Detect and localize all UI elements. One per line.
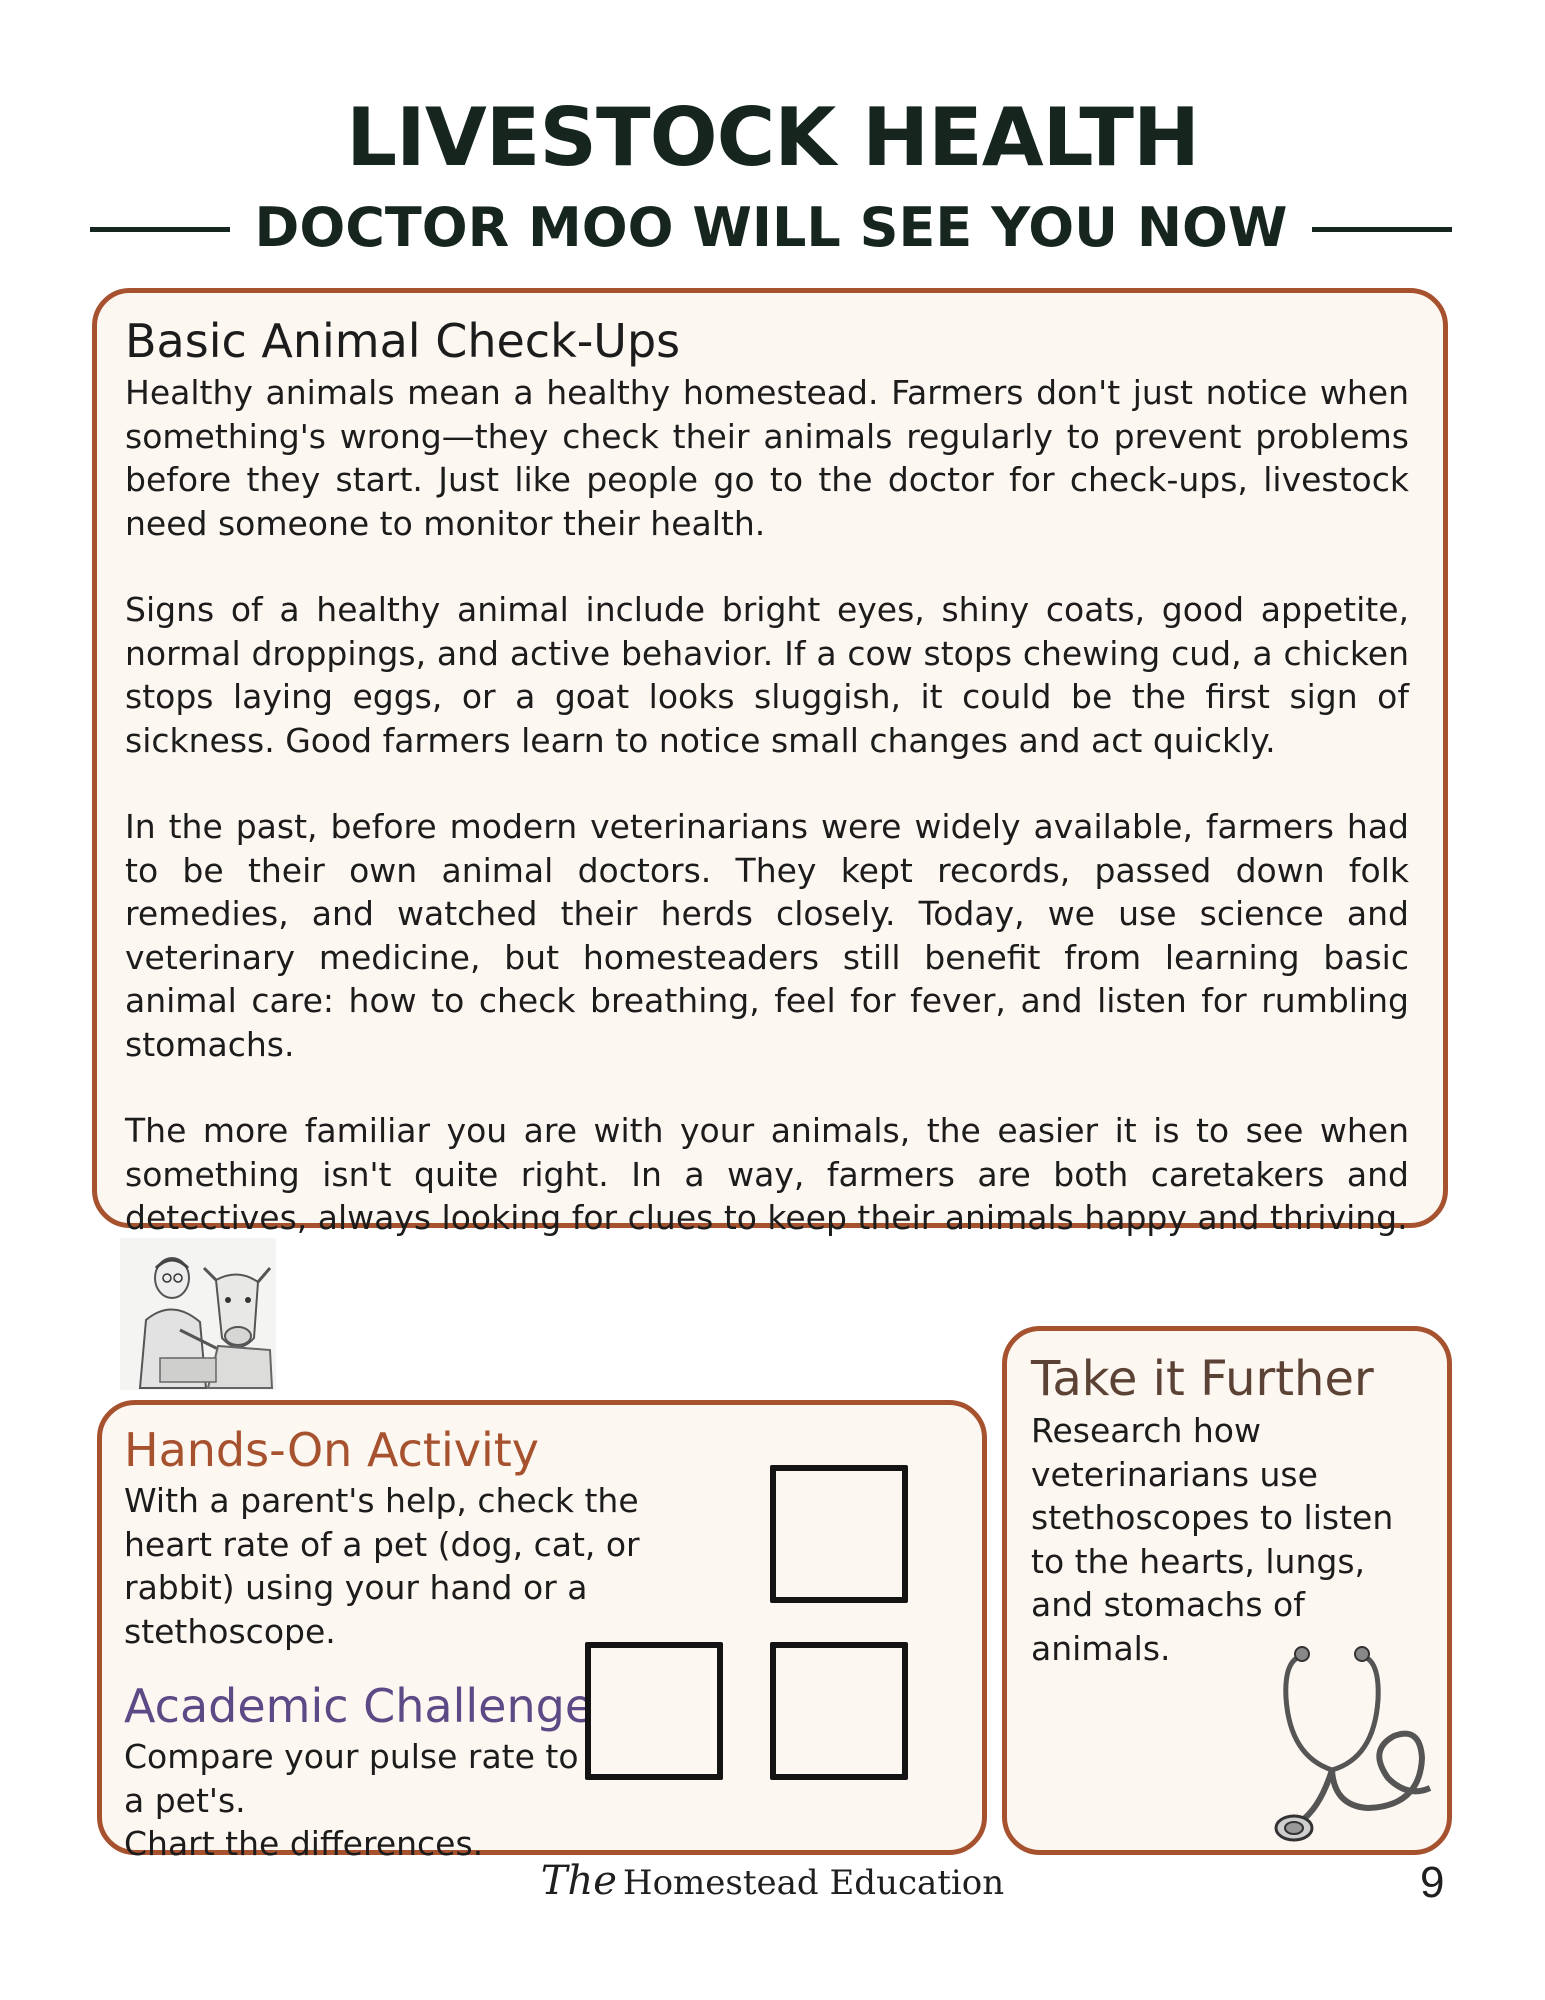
page-number: 9	[1420, 1858, 1445, 1907]
further-text: Research how veterinarians use stethoscopes to listen to the hearts, lungs, and stomachs of animals.	[1031, 1411, 1394, 1668]
paragraph-4: The more familiar you are with your animals, the easier it is to see when something isn't quite right. In a way, farmers are both caretakers and detectives, always looking for clues to keep their animals happy and thriving.	[125, 1111, 1409, 1237]
hands-on-activity-panel	[97, 1400, 987, 1863]
page-subtitle: DOCTOR MOO WILL SEE YOU NOW	[254, 196, 1288, 259]
page-title: LIVESTOCK HEALTH	[346, 91, 1199, 184]
check-ups-heading: Basic Animal Check-Ups	[125, 314, 681, 368]
paragraph-1: Healthy animals mean a healthy homestead. Farmers don't just notice when something's wrong—they check their animals regularly to prevent problems before they start. Just like people go to the doctor for check-ups, livestock need someone to monitor their health.	[125, 373, 1409, 543]
challenge-line-1: Compare your pulse rate to a pet's.	[124, 1737, 579, 1820]
check-ups-panel	[92, 288, 1448, 1237]
brand-prefix: The	[540, 1858, 617, 1904]
left-divider	[90, 227, 230, 232]
activity-heading: Hands-On Activity	[124, 1423, 539, 1477]
challenge-heading: Academic Challenge	[124, 1679, 594, 1733]
activity-text: With a parent's help, check the heart rate of a pet (dog, cat, or rabbit) using your hand or a stethoscope.	[124, 1481, 640, 1651]
footer-brand	[0, 1858, 1545, 1904]
subtitle-row	[90, 198, 1452, 258]
challenge-text	[124, 1735, 584, 1866]
stethoscope-icon	[1270, 1638, 1442, 1850]
challenge-checkbox-1[interactable]	[585, 1642, 723, 1780]
challenge-checkbox-2[interactable]	[770, 1642, 908, 1780]
paragraph-3: In the past, before modern veterinarians were widely available, farmers had to be their own animal doctors. They kept records, passed down folk remedies, and watched their herds closely. Today, we use science and veterinary medicine, but homesteaders still benefit from learning basic animal care: how to check breathing, feel for fever, and listen for rumbling stomachs.	[125, 807, 1409, 1064]
vet-and-cow-illustration	[120, 1238, 276, 1390]
activity-checkbox[interactable]	[770, 1465, 908, 1603]
further-heading: Take it Further	[1031, 1351, 1374, 1407]
brand-name: Homestead Education	[622, 1863, 1005, 1903]
right-divider	[1312, 227, 1452, 232]
paragraph-2: Signs of a healthy animal include bright eyes, shiny coats, good appetite, normal droppings, and active behavior. If a cow stops chewing cud, a chicken stops laying eggs, or a goat looks sluggish, it could be the first sign of sickness. Good farmers learn to notice small changes and act quickly.	[125, 590, 1409, 760]
challenge-line-2: Chart the differences.	[124, 1824, 484, 1863]
